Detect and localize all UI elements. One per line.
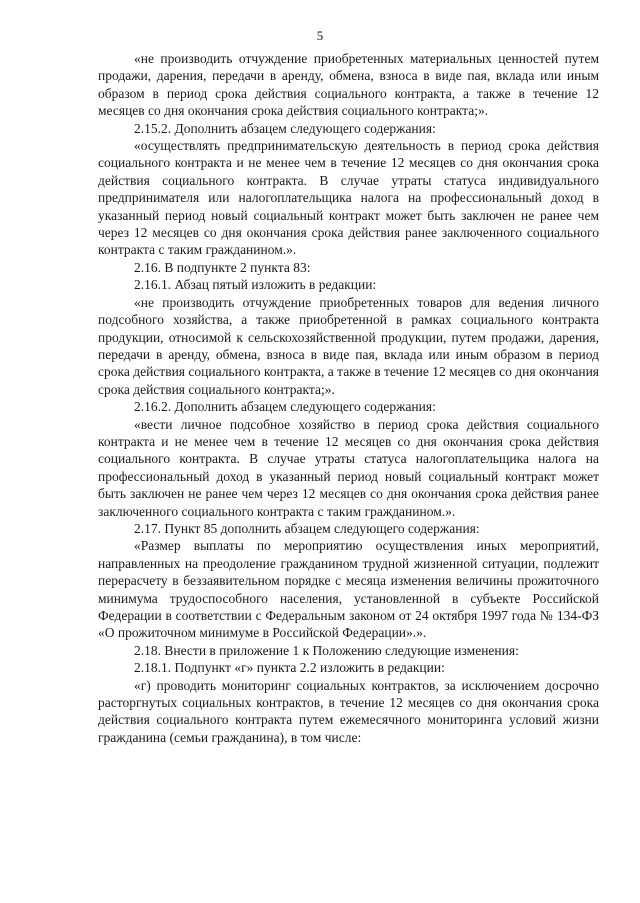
paragraph-2-15-2: 2.15.2. Дополнить абзацем следующего содержания: [134,120,436,136]
document-body [98,50,599,746]
paragraph-quote-property: «не производить отчуждение приобретенных материальных ценностей путем продажи, дарения, передачи в аренду, обмена, взноса в виде пая, вклада или иным образом в период срока действия социального контракта, а также в течение 12 месяцев со дня окончания срока действия социального контракта;». [98,51,599,119]
page-number: 5 [316,28,324,43]
paragraph-quote-goods: «не производить отчуждение приобретенных товаров для ведения личного подсобного хозяйства, а также приобретенной в рамках социального контракта продукции, относимой к сельскохозяйственной продукции, путем продажи, дарения, передачи в аренду, обмена, взноса в виде пая, вклада или иным образом в период срока действия социального контракта, а также в течение 12 месяцев со дня окончания срока действия социального контракта;». [98,294,599,397]
paragraph-2-16-1: 2.16.1. Абзац пятый изложить в редакции: [134,277,377,293]
paragraph-2-18-1: 2.18.1. Подпункт «г» пункта 2.2 изложить в редакции: [134,660,445,676]
paragraph-quote-household: «вести личное подсобное хозяйство в период срока действия социального контракта и не менее чем в течение 12 месяцев со дня окончания срока действия социального контракта. В случае утраты статуса налогоплательщика налога на профессиональный доход в указанный период новый социальный контракт может быть заключен не ранее чем через 12 месяцев со дня окончания срока действия ранее заключенного социального контракта с таким гражданином.». [98,416,599,519]
paragraph-2-16-2: 2.16.2. Дополнить абзацем следующего содержания: [134,399,436,415]
paragraph-2-16: 2.16. В подпункте 2 пункта 83: [134,259,311,275]
paragraph-2-18: 2.18. Внести в приложение 1 к Положению следующие изменения: [134,642,519,658]
paragraph-quote-payment: «Размер выплаты по мероприятию осуществления иных мероприятий, направленных на преодоление гражданином трудной жизненной ситуации, подлежит перерасчету в беззаявительном порядке с месяца изменения величины прожиточного минимума трудоспособного населения, установленной в субъекте Российской Федерации в соответствии с Федеральным законом от 24 октября 1997 года № 134-ФЗ «О прожиточном минимуме в Российской Федерации».». [98,538,599,641]
paragraph-quote-monitoring: «г) проводить мониторинг социальных контрактов, за исключением досрочно расторгнутых социальных контрактов, в течение 12 месяцев со дня окончания срока действия социального контракта путем ежемесячного мониторинга условий жизни гражданина (семьи гражданина), в том числе: [98,677,599,745]
paragraph-2-17: 2.17. Пункт 85 дополнить абзацем следующего содержания: [134,520,480,536]
paragraph-quote-entrepreneur: «осуществлять предпринимательскую деятельность в период срока действия социального контракта и не менее чем в течение 12 месяцев со дня окончания срока действия социального контракта. В случае утраты статуса индивидуального предпринимателя или налогоплательщика налога на профессиональный доход в указанный период новый социальный контракт может быть заключен не ранее чем через 12 месяцев со дня окончания срока действия ранее заключенного социального контракта с таким гражданином.». [98,138,599,258]
